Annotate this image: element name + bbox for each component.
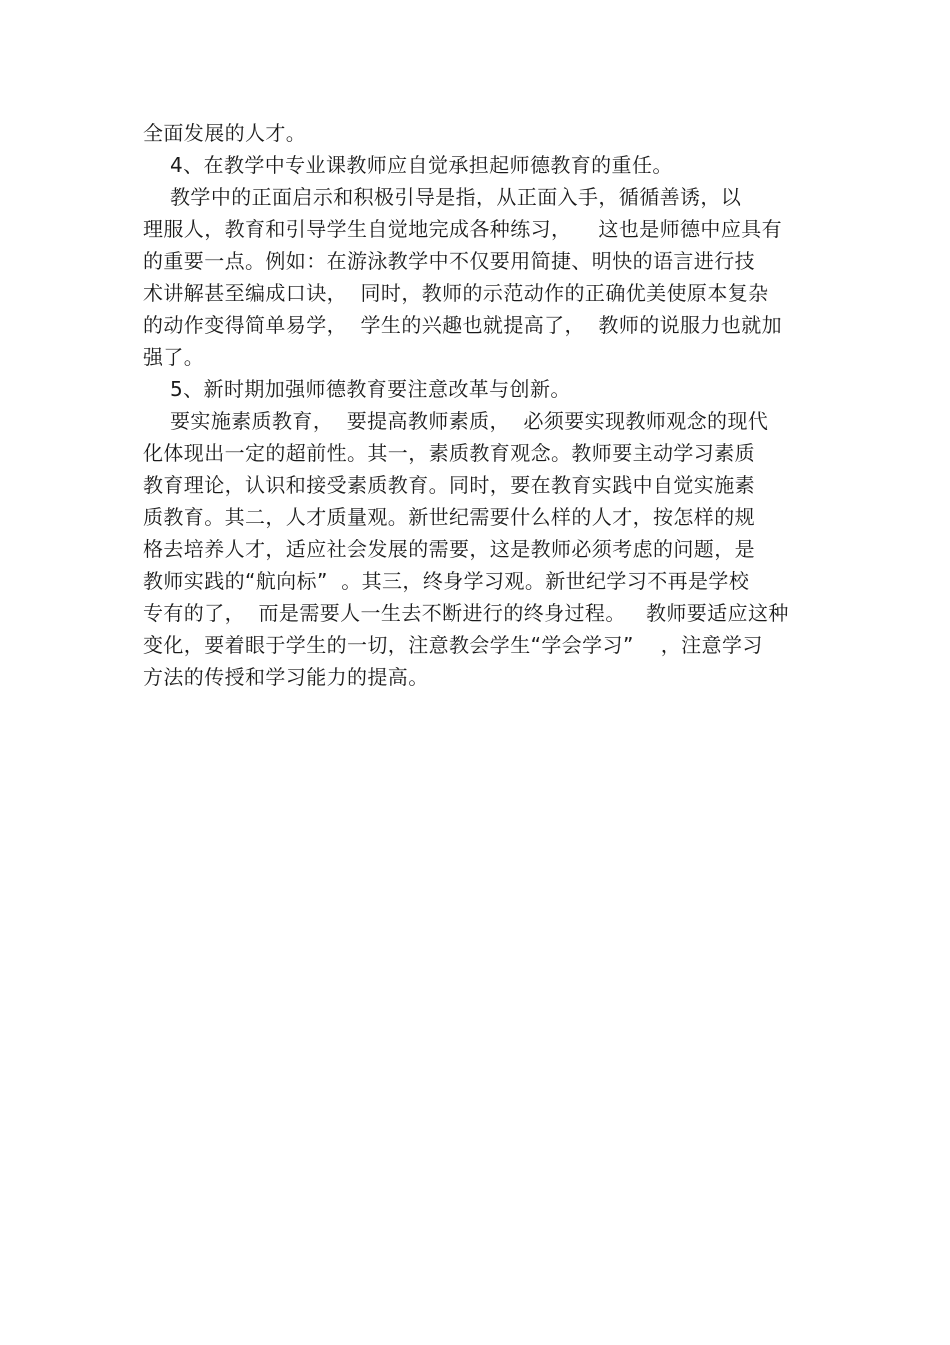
section-heading: 5、新时期加强师德教育要注意改革与创新。 <box>143 377 571 401</box>
text-line: 质教育。其二，人才质量观。新世纪需要什么样的人才，按怎样的规 <box>143 505 755 529</box>
text-line: 的动作变得简单易学， 学生的兴趣也就提高了， 教师的说服力也就加 <box>143 313 783 337</box>
section-heading: 4、在教学中专业课教师应自觉承担起师德教育的重任。 <box>143 153 673 177</box>
text-line: 要实施素质教育， 要提高教师素质， 必须要实现教师观念的现代 <box>143 409 769 433</box>
text-line: 全面发展的人才。 <box>143 121 307 145</box>
text-line: 化体现出一定的超前性。其一，素质教育观念。教师要主动学习素质 <box>143 441 755 465</box>
text-line: 变化，要着眼于学生的一切，注意教会学生“学会学习” ，注意学习 <box>143 633 763 657</box>
text-line: 教师实践的“航向标” 。其三，终身学习观。新世纪学习不再是学校 <box>143 569 750 593</box>
text-line: 理服人，教育和引导学生自觉地完成各种练习， 这也是师德中应具有 <box>143 217 783 241</box>
text-line: 的重要一点。例如：在游泳教学中不仅要用简捷、明快的语言进行技 <box>143 249 755 273</box>
text-line: 格去培养人才，适应社会发展的需要，这是教师必须考虑的问题，是 <box>143 537 755 561</box>
text-line: 教育理论，认识和接受素质教育。同时，要在教育实践中自觉实施素 <box>143 473 755 497</box>
text-line: 强了。 <box>143 345 205 369</box>
text-line: 术讲解甚至编成口诀， 同时，教师的示范动作的正确优美使原本复杂 <box>143 281 769 305</box>
text-line: 方法的传授和学习能力的提高。 <box>143 665 429 689</box>
document-body <box>143 117 813 693</box>
text-line: 教学中的正面启示和积极引导是指，从正面入手，循循善诱，以 <box>143 185 742 209</box>
text-line: 专有的了， 而是需要人一生去不断进行的终身过程。 教师要适应这种 <box>143 601 789 625</box>
